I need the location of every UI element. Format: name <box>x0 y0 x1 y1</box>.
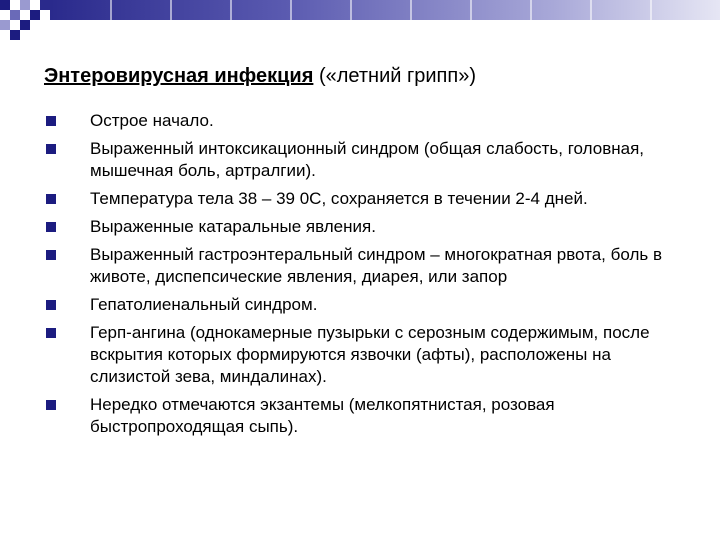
bullet-item <box>46 394 686 438</box>
header-square <box>10 10 20 20</box>
slide-title-rest: («летний грипп») <box>313 65 476 87</box>
bullet-item <box>46 188 686 210</box>
bullet-text: Герп-ангина (однокамерные пузырьки с серозным содержимым, после вскрытия которых формируются язвочки (афты), расположены на слизистой зева, миндалинах). <box>90 323 650 386</box>
bullet-item <box>46 138 686 182</box>
square-bullet-icon <box>46 116 56 126</box>
square-bullet-icon <box>46 144 56 154</box>
square-bullet-icon <box>46 300 56 310</box>
bullet-text: Выраженные катаральные явления. <box>90 217 376 236</box>
square-bullet-icon <box>46 400 56 410</box>
header-decoration <box>0 0 720 40</box>
square-bullet-icon <box>46 222 56 232</box>
header-square <box>10 20 20 30</box>
square-bullet-icon <box>46 250 56 260</box>
square-bullet-icon <box>46 328 56 338</box>
header-square <box>30 10 40 20</box>
header-square <box>30 0 40 10</box>
bullet-text: Нередко отмечаются экзантемы (мелкопятнистая, розовая быстропроходящая сыпь). <box>90 395 555 436</box>
header-square <box>20 20 30 30</box>
header-square <box>40 0 50 10</box>
square-bullet-icon <box>46 194 56 204</box>
bullet-text: Выраженный интоксикационный синдром (общая слабость, головная, мышечная боль, артралгии). <box>90 139 645 180</box>
header-square <box>0 10 10 20</box>
bullet-list <box>46 110 686 444</box>
bullet-item <box>46 322 686 388</box>
bullet-text: Гепатолиенальный синдром. <box>90 295 318 314</box>
header-gradient-bar <box>50 0 720 20</box>
bullet-item <box>46 216 686 238</box>
header-square <box>0 0 10 10</box>
bullet-text: Выраженный гастроэнтеральный синдром – многократная рвота, боль в животе, диспепсические явления, диарея, или запор <box>90 245 662 286</box>
header-square <box>10 0 20 10</box>
bullet-text: Острое начало. <box>90 111 214 130</box>
bullet-item <box>46 294 686 316</box>
slide-title <box>44 63 476 89</box>
header-square <box>20 10 30 20</box>
header-square <box>0 20 10 30</box>
bullet-item <box>46 110 686 132</box>
header-square <box>10 30 20 40</box>
header-square <box>20 0 30 10</box>
slide-title-bold: Энтеровирусная инфекция <box>44 65 314 87</box>
bullet-text: Температура тела 38 – 39 0С, сохраняется в течении 2-4 дней. <box>90 189 588 208</box>
bullet-item <box>46 244 686 288</box>
